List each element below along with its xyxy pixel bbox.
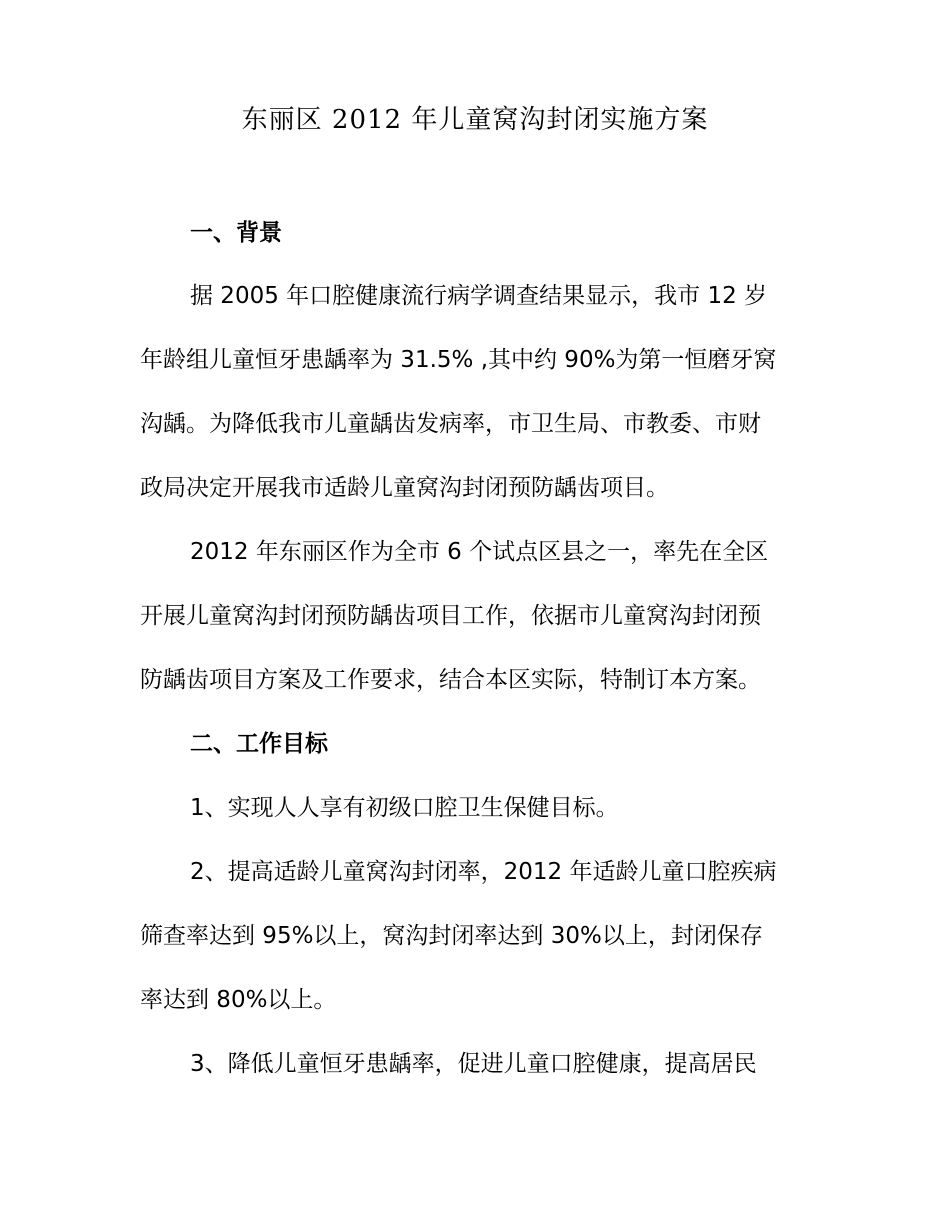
list-item-line: 2、提高适龄儿童窝沟封闭率，2012 年适龄儿童口腔疾病 <box>190 859 777 885</box>
section-heading-background: 一、背景 <box>190 220 282 246</box>
document-title: 东丽区 2012 年儿童窝沟封闭实施方案 <box>241 105 709 135</box>
paragraph-line: 开展儿童窝沟封闭预防龋齿项目工作，依据市儿童窝沟封闭预 <box>140 603 761 629</box>
paragraph-line: 政局决定开展我市适龄儿童窝沟封闭预防龋齿项目。 <box>140 475 669 501</box>
paragraph-line: 防龋齿项目方案及工作要求，结合本区实际，特制订本方案。 <box>140 667 761 693</box>
list-item-line: 率达到 80%以上。 <box>140 987 337 1013</box>
paragraph-line: 2012 年东丽区作为全市 6 个试点区县之一，率先在全区 <box>190 539 769 565</box>
list-item-line: 1、实现人人享有初级口腔卫生保健目标。 <box>190 795 619 821</box>
paragraph-line: 据 2005 年口腔健康流行病学调查结果显示，我市 12 岁 <box>190 283 768 309</box>
list-item-line: 筛查率达到 95%以上，窝沟封闭率达到 30%以上，封闭保存 <box>140 923 763 949</box>
section-heading-goals: 二、工作目标 <box>190 731 328 757</box>
paragraph-line: 年龄组儿童恒牙患龋率为 31.5% ,其中约 90%为第一恒磨牙窝 <box>140 347 777 373</box>
list-item-line: 3、降低儿童恒牙患龋率，促进儿童口腔健康，提高居民 <box>190 1051 757 1077</box>
paragraph-line: 沟龋。为降低我市儿童龋齿发病率，市卫生局、市教委、市财 <box>140 411 761 437</box>
